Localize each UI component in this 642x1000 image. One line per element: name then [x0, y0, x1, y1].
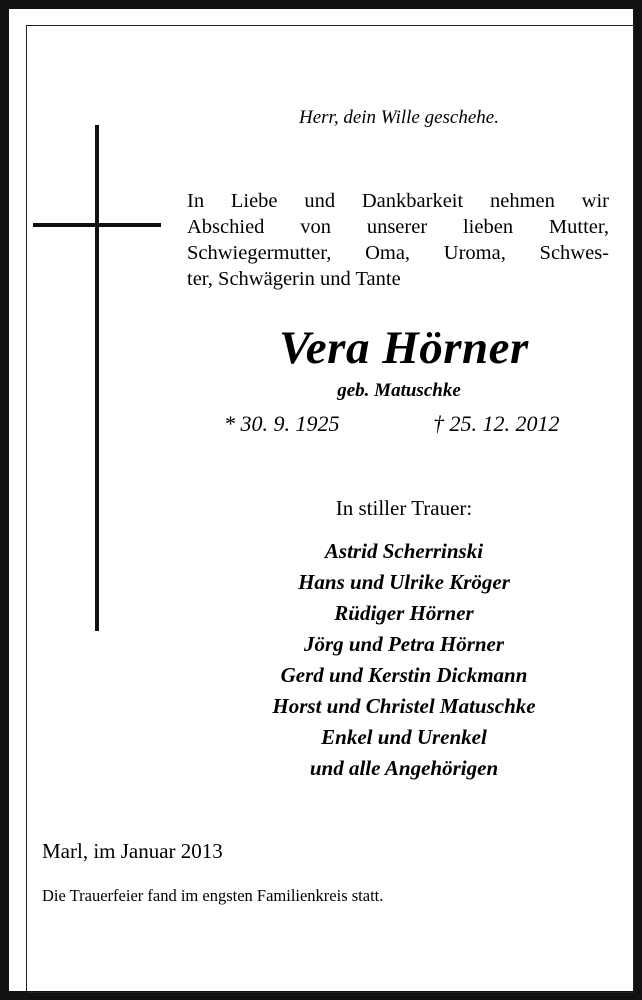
- mourner-name: und alle Angehörigen: [309, 756, 499, 780]
- mourners-list: [189, 536, 619, 784]
- intro-line: ter, Schwägerin und Tante: [187, 268, 401, 290]
- mourning-title: In stiller Trauer:: [335, 496, 473, 520]
- motto: Herr, dein Wille geschehe.: [299, 107, 499, 128]
- maiden-name: geb. Matuschke: [337, 380, 461, 401]
- birth-date: * 30. 9. 1925: [224, 411, 340, 436]
- place-date: Marl, im Januar 2013: [42, 839, 223, 863]
- mourner-name: Gerd und Kerstin Dickmann: [280, 663, 528, 687]
- intro-line: In Liebe und Dankbarkeit nehmen wir: [187, 190, 609, 212]
- cross-icon-vertical-bar: [95, 125, 99, 631]
- funeral-note: Die Trauerfeier fand im engsten Familienkreis statt.: [42, 886, 384, 905]
- cross-icon-horizontal-bar: [33, 223, 161, 227]
- mourner-name: Rüdiger Hörner: [334, 601, 474, 625]
- death-date: † 25. 12. 2012: [433, 411, 560, 436]
- mourner-name: Jörg und Petra Hörner: [303, 632, 505, 656]
- intro-text: [187, 188, 609, 292]
- mourner-name: Hans und Ulrike Kröger: [298, 570, 510, 594]
- deceased-name: Vera Hörner: [279, 322, 529, 374]
- intro-line: Schwiegermutter, Oma, Uroma, Schwes-: [187, 242, 609, 264]
- mourner-name: Horst und Christel Matuschke: [272, 694, 536, 718]
- mourner-name: Astrid Scherrinski: [324, 539, 484, 563]
- mourner-name: Enkel und Urenkel: [321, 725, 487, 749]
- intro-line: Abschied von unserer lieben Mutter,: [187, 216, 609, 238]
